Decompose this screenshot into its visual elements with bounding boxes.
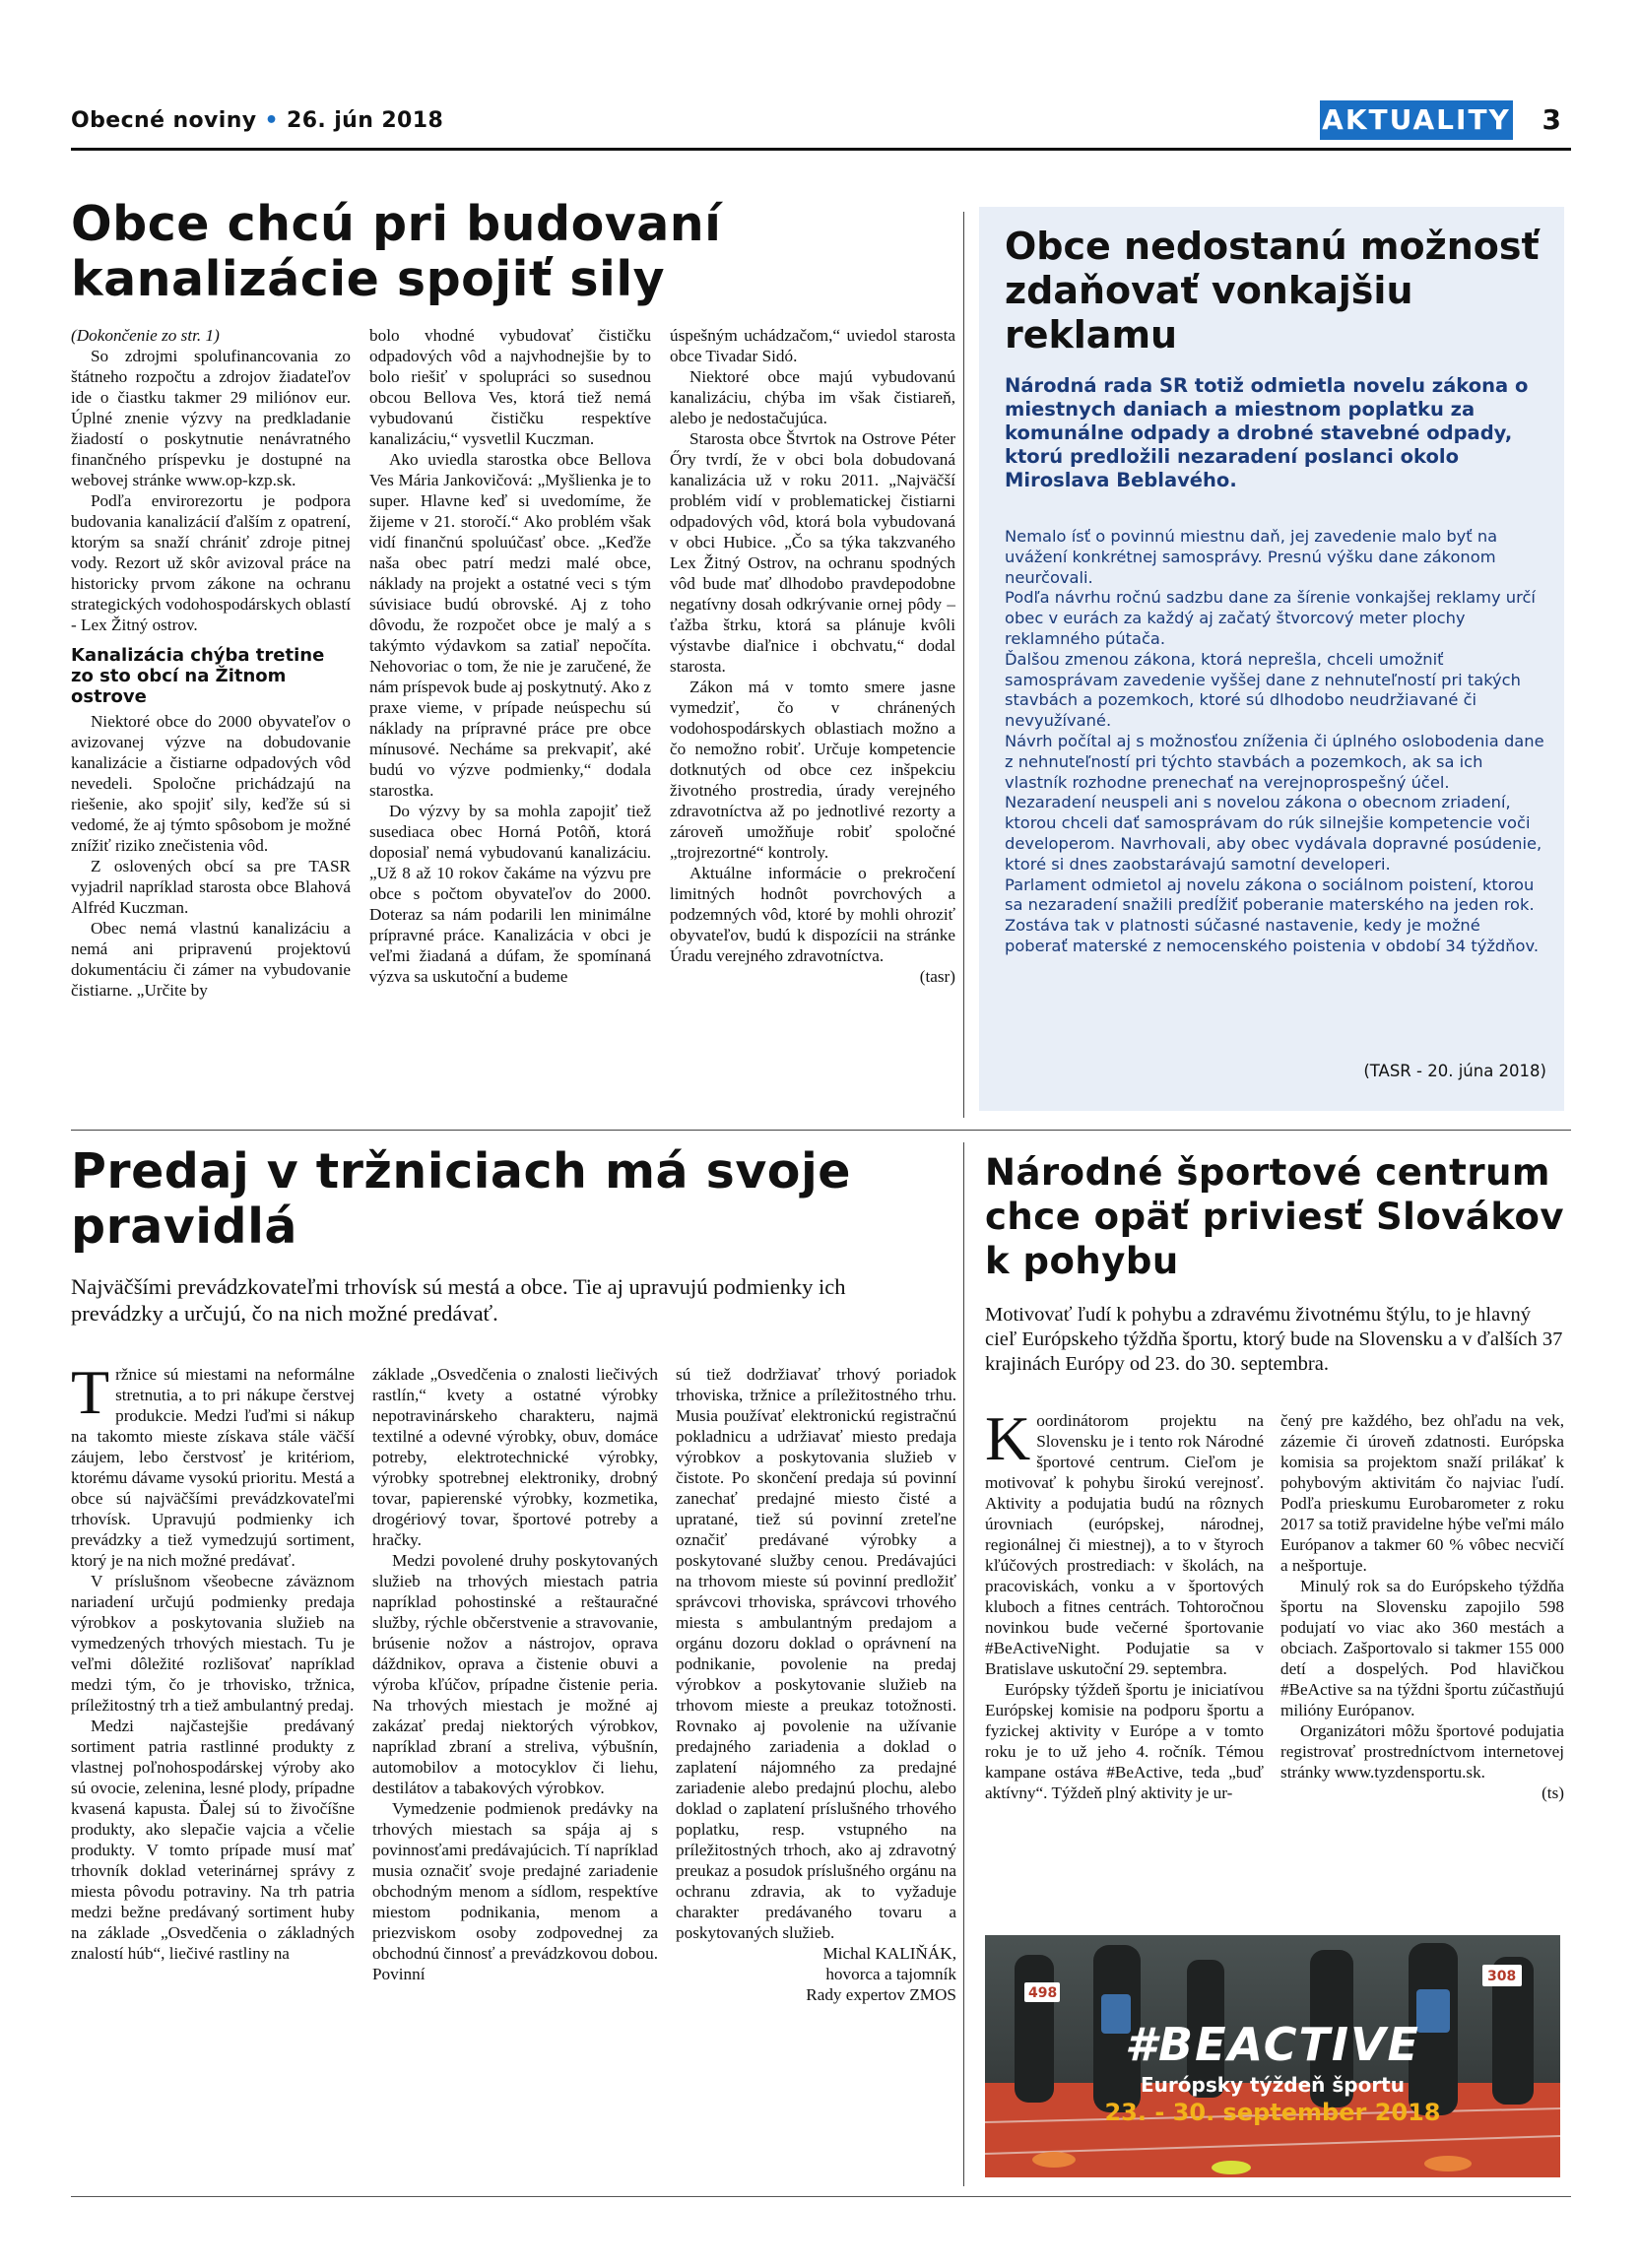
paragraph: základe „Osvedčenia o znalosti liečivých rastlín,“ kvety a ostatné výrobky nepotravinárskeho charakteru, najmä textilné a odevné výrobky, obuv, domáce potreby, elektrotechnické výrobky, výrobky spotrebnej elektroniky, drobný tovar, papierenské výrobky, kozmetika, drogériový tovar, športové potreby a hračky. — [372, 1365, 658, 1549]
sidebar-body — [1005, 527, 1546, 957]
section-divider — [71, 1130, 1571, 1131]
masthead — [71, 108, 443, 133]
article2-column-3 — [676, 1364, 956, 2005]
paragraph: Parlament odmietol aj novelu zákona o sociálnom poistení, ktorou sa nezaradení snažili predĺžiť poberanie materského na jeden rok. Zostáva tak v platnosti súčasné nastavenie, kedy je možné poberať materské z nemocenského poistenia v období 34 týždňov. — [1005, 875, 1540, 955]
paragraph: Podľa návrhu ročnú sadzbu dane za šírenie vonkajšej reklamy určí obec v eurách za každý aj začatý štvorcový meter plochy reklamného pútača. — [1005, 588, 1536, 648]
paragraph — [985, 1403, 1264, 1679]
author-role: hovorca a tajomník — [825, 1965, 956, 1983]
paragraph: So zdrojmi spolufinancovania zo štátneho rozpočtu a zdrojov žiadateľov ide o čiastku takmer 29 miliónov eur. Úplné znenie výzvy na predkladanie žiadostí o poskytnutie nenávratného finančného príspevku je dostupné na webovej stránke www.op-kzp.sk. — [71, 347, 351, 489]
page-number: 3 — [1542, 103, 1561, 136]
paragraph: Do výzvy by sa mohla zapojiť tiež susediaca obec Horná Potôň, ktorá doposiaľ nemá vybudovanú kanalizáciu. „Už 8 až 10 rokov čakáme na výzvu pre obce s počtom obyvateľov do 2000. Doteraz sa nám podarili len minimálne prípravné práce. Kanalizácia v obci je veľmi žiadaná a dúfam, že spomínaná výzva sa uskutoční a budeme — [369, 802, 651, 986]
article3-standfirst: Motivovať ľudí k pohybu a zdravému životnému štýlu, to je hlavný cieľ Európskeho týždňa športu, ktorý bude na Slovensku a v ďalších 37 krajinách Európy od 23. do 30. septembra. — [985, 1304, 1563, 1375]
sidebar-source: (TASR - 20. júna 2018) — [1363, 1062, 1546, 1080]
author-org: Rady expertov ZMOS — [806, 1985, 956, 2004]
column-divider — [963, 1142, 964, 2186]
sidebar-lead: Národná rada SR totiž odmietla novelu zákona o miestnych daniach a miestnom poplatku za komunálne odpady a drobné stavebné odpady, ktorú predložili nezaradení poslanci okolo Miroslava Beblavého. — [1005, 374, 1529, 491]
article1-column-3 — [670, 325, 955, 987]
paragraph: úspešným uchádzačom,“ uviedol starosta obce Tivadar Sidó. — [670, 326, 955, 365]
paragraph — [71, 1357, 355, 1571]
paragraph: Medzi povolené druhy poskytovaných služieb na trhových miestach patria napríklad pohostinské a reštauračné služby, rýchle občerstvenie a stravovanie, brúsenie nožov a nástrojov, oprava dáždnikov, oprava a čistenie obuvi a výroba kľúčov, prípadne čistenie peria. Na trhových miestach je možné aj zakázať predaj niektorých výrobkov, napríklad zbraní a streliva, výbušnín, automobilov a motocyklov či liehu, destilátov a tabakových výrobkov. — [372, 1551, 658, 1797]
article3-column-2 — [1280, 1410, 1564, 1803]
photo-hashtag: #BEACTIVE — [1125, 2018, 1420, 2071]
article3-column-1 — [985, 1403, 1264, 1803]
svg-text:308: 308 — [1487, 1969, 1517, 1984]
paragraph: Zákon má v tomto smere jasne vymedziť, čo v chránených vodohospodárskych oblastiach možno a čo nemožno robiť. Určuje kompetencie dotknutých od obce cez inšpekciu životného prostredia, úrady verejného zdravotníctva až po jednotlivé rezorty a zároveň umožňuje robiť spoločné „trojrezortné“ kontroly. — [670, 678, 955, 862]
article3-title: Národné športové centrum chce opäť priviesť Slovákov k pohybu — [985, 1151, 1565, 1282]
paragraph: Starosta obce Štvrtok na Ostrove Péter Őry tvrdí, že v obci bola dobudovaná kanalizácia už v roku 2011. „Najväčší problém vidí v problematickej čistiarni odpadových vôd, ktorá bola vybudovaná v obci Hubice. „Čo sa týka takzvaného Lex Žitný Ostrov, na ochranu spodných vôd bude mať dlhodobo pravdepodobne negatívny dosah odkrývanie ornej pôdy – ťažba štrku, ktorá sa plánuje kvôli výstavbe diaľnice i obchvatu,“ dodal starosta. — [670, 429, 955, 676]
paragraph: čený pre každého, bez ohľadu na vek, zázemie či úroveň zdatnosti. Európska komisia sa projektom snaží prilákať k pohybovým aktivitám čo najviac ľudí. Podľa prieskumu Eurobarometer z roku 2017 sa totiž pravidelne hýbe veľmi málo Európanov a takmer 60 % vôbec necvičí a nešportuje. — [1280, 1411, 1564, 1575]
page-header — [71, 98, 1571, 152]
article1-signature: (tasr) — [919, 967, 955, 986]
paragraph: Niektoré obce do 2000 obyvateľov o avizovanej výzve na dobudovanie kanalizácie a čistiarne odpadových vôd nevedeli. Spoločne prichádzajú na riešenie, ako spojiť sily, keďže sú si vedomé, že aj týmto spôsobom je možné znížiť riziko znečistenia vôd. — [71, 712, 351, 855]
paper-name: Obecné noviny — [71, 108, 257, 133]
paragraph: Ako uviedla starostka obce Bellova Ves Mária Jankovičová: „Myšlienka je to super. Hlavne keď si uvedomíme, že žijeme v 21. storočí.“ Ako problém však vidí finančnú spoluúčasť obce. „Keďže naša obec patrí medzi malé obce, náklady na projekt a ostatné veci s tým súvisiace budú obrovské. Aj z toho dôvodu, že rozpočet obce je malý a s takýmto výdavkom sa zatiaľ nepočíta. Nehovoriac o tom, že nie je zaručené, že nám príspevok bude aj poskytnutý. Ako z praxe vieme, v prípade neúspechu sú náklady na prípravné práce pre obce mínusové. Necháme sa prekvapiť, aké budú vo výzve podmienky,“ dodala starostka. — [369, 450, 651, 800]
header-rule — [71, 148, 1571, 151]
paragraph: V príslušnom všeobecne záväznom nariadení určujú podmienky predaja výrobkov a poskytovania služieb na vymedzených trhových miestach. Tu je veľmi dôležité rozlišovať napríklad medzi tým, čo je trhovisko, tržnica, príležitostný trh a tiež ambulantný predaj. — [71, 1572, 355, 1715]
separator-dot: • — [264, 108, 279, 133]
paragraph-text: oordinátorom projektu na Slovensku je i tento rok Národné športové centrum. Cieľom je motivovať k pohybu širokú verejnosť. Aktivity a podujatia budú na rôznych úrovniach (európskej, národnej, regionálnej či miestnej), a to v štyroch kľúčových prostrediach: v školách, na pracoviskách, vonku a v športových kluboch a fitnes centrách. Tohtoročnou novinkou bude večerné športovanie #BeActiveNight. Podujatie sa v Bratislave uskutoční 29. septembra. — [985, 1411, 1264, 1678]
paragraph: Medzi najčastejšie predávaný sortiment patria rastlinné produkty z vlastnej poľnohospodárskej výroby ako sú ovocie, zelenina, lesné plody, prípadne kvasená kapusta. Ďalej sú to živočíšne produkty, ako slepačie vajcia a včelie produkty. V tomto prípade musí mať trhovník doklad veterinárnej správy z miesta pôvodu potraviny. Na trh patria medzi bežne predávaný sortiment huby na základe „Osvedčenia o základných znalostí húb“, liečivé rastliny na — [71, 1717, 355, 1963]
paragraph: Niektoré obce majú vybudovanú kanalizáciu, chýba im však čistiareň, alebo je nedostačujúca. — [670, 367, 955, 427]
paragraph: Z oslovených obcí sa pre TASR vyjadril napríklad starosta obce Blahová Alfréd Kuczman. — [71, 857, 351, 917]
paragraph: Obec nemá vlastnú kanalizáciu a nemá ani pripravenú projektovú dokumentáciu či zámer na vybudovanie čistiarne. „Určite by — [71, 919, 351, 1000]
paragraph: sú tiež dodržiavať trhový poriadok trhoviska, tržnice a príležitostného trhu. Musia používať elektronickú registračnú pokladnicu a udržiavať miesto predaja výrobkov a poskytovania služieb v čistote. Po skončení predaja sú povinní zanechať predajné miesto čisté a upratané, tiež sú povinní zreteľne označiť predávané výrobky a poskytované služby cenou. Predávajúci na trhovom mieste sú povinní predložiť správcovi trhoviska, správcovi trhového miesta s ambulantným predajom a orgánu dozoru doklad o oprávnení na podnikanie, povolenie na predaj výrobkov a poskytovanie služieb na trhovom mieste a preukaz totožnosti. Rovnako aj povolenie na užívanie predajného zariadenia a doklad o zaplatení nájomného za predajné zariadenie alebo predajnú plochu, alebo doklad o zaplatení príslušného trhového poplatku, resp. vstupného na príležitostných trhoch, ako aj zdravotný preukaz a posudok príslušného orgánu na ochranu zdravia, ak to vyžaduje charakter predávaného tovaru a poskytovaných služieb. — [676, 1365, 956, 1942]
paragraph: Nemalo ísť o povinnú miestnu daň, jej zavedenie malo byť na uvážení konkrétnej samosprávy. Presnú výšku dane zákonom neurčovali. — [1005, 527, 1498, 587]
paragraph: bolo vhodné vybudovať čističku odpadových vôd a najvhodnejšie by to bolo riešiť v spolupráci so susednou obcou Bellova Ves, ktorá tiež nemá vybudovanú čističku respektíve kanalizáciu,“ vysvetlil Kuczman. — [369, 326, 651, 448]
article2-column-2 — [372, 1364, 658, 1984]
article1-column-2 — [369, 325, 651, 987]
article1-column-1 — [71, 325, 351, 1001]
sidebar-title: Obce nedostanú možnosť zdaňovať vonkajšiu reklamu — [1005, 225, 1540, 356]
photo-dates: 23. - 30. september 2018 — [1104, 2099, 1441, 2126]
article3-signature: (ts) — [1542, 1783, 1564, 1802]
article2-standfirst: Najväčšími prevádzkovateľmi trhovísk sú mestá a obce. Tie aj upravujú podmienky ich prevádzky a určujú, čo na nich možné predávať. — [71, 1274, 846, 1326]
section-tag: AKTUALITY — [1320, 100, 1513, 140]
author-name: Michal KALIŇÁK, — [822, 1944, 956, 1963]
photo-subtitle: Európsky týždeň športu — [1141, 2073, 1405, 2097]
paragraph: Európsky týždeň športu je iniciatívou Európskej komisie na podporu športu a fyzickej aktivity v Európe a v tomto roku je to už jeho 4. ročník. Témou kampane ostáva #BeActive, teda „buď aktívny“. Týždeň plný aktivity je ur- — [985, 1680, 1264, 1802]
column-divider — [963, 212, 964, 1118]
article1-title: Obce chcú pri budovaní kanalizácie spojiť sily — [71, 196, 722, 307]
paragraph: Nezaradení neuspeli ani s novelou zákona o obecnom zriadení, ktorou chceli dať samosprávam do rúk silnejšie kompetencie voči developerom. Navrhovali, aby obec vydávala dopravné posúdenie, ktoré si dnes zaobstarávajú samotní developeri. — [1005, 793, 1542, 874]
paragraph: Organizátori môžu športové podujatia registrovať prostredníctvom internetovej stránky www.tyzdensportu.sk. — [1280, 1721, 1564, 1782]
paragraph: Vymedzenie podmienok predávky na trhových miestach sa spája aj s povinnosťami predávajúcich. Tí napríklad musia označiť svoje predajné zariadenie obchodným menom a sídlom, respektíve miestom podnikania, menom a priezviskom osoby zodpovednej za obchodnú činnosť a prevádzkovou dobou. Povinní — [372, 1799, 658, 1983]
paragraph: Minulý rok sa do Európskeho týždňa športu na Slovensku zapojilo 598 podujatí vo viac ako 360 mestách a obciach. Zašportovalo si takmer 155 000 detí a dospelých. Pod hlavičkou #BeActive sa na týždni športu zúčastňujú milióny Európanov. — [1280, 1577, 1564, 1719]
article1-subhead: Kanalizácia chýba tretine zo sto obcí na Žitnom ostrove — [71, 645, 325, 707]
article2-column-1 — [71, 1357, 355, 1964]
dropcap: T — [71, 1357, 110, 1427]
article2-title: Predaj v tržniciach má svoje pravidlá — [71, 1143, 851, 1255]
paragraph: Návrh počítal aj s možnosťou zníženia či úplného oslobodenia dane z nehnuteľností pri týchto stavbách a pozemkoch, ak sa ich vlastník rozhodne prenechať na verejnoprospešný účel. — [1005, 731, 1544, 792]
issue-date: 26. jún 2018 — [286, 108, 444, 133]
sidebar-box — [979, 207, 1564, 1111]
beactive-photo — [985, 1935, 1560, 2177]
svg-text:498: 498 — [1028, 1985, 1058, 2001]
paragraph: Podľa envirorezortu je podpora budovania kanalizácií ďalším z opatrení, ktorým sa snaží chrániť zdroje pitnej vody. Rezort už skôr avizoval práce na historicky prvom zákone na ochranu strategických vodohospodárskych oblastí - Lex Žitný ostrov. — [71, 491, 351, 634]
continuation-note: (Dokončenie zo str. 1) — [71, 326, 220, 345]
paragraph: Ďalšou zmenou zákona, ktorá neprešla, chceli umožniť samosprávam zavedenie vyššej dane z nehnuteľností pri takých stavbách a pozemkoch, ktoré sú dlhodobo neudržiavané či nevyužívané. — [1005, 649, 1521, 731]
paragraph-text: ržnice sú miestami na neformálne stretnutia, a to pri nákupe čerstvej produkcie. Medzi ľuďmi si nákup na takomto mieste získava stále väčší záujem, lebo čerstvosť je kritériom, ktorému dávame vysokú prioritu. Mestá a obce sú najväčšími prevádzkovateľmi trhovísk. Upravujú podmienky ich prevádzky a tiež vymedzujú sortiment, ktorý je na nich možné predávať. — [71, 1365, 355, 1570]
bottom-rule — [71, 2196, 1571, 2197]
paragraph: Aktuálne informácie o prekročení limitných hodnôt povrchových a podzemných vôd, ktoré by mohli ohroziť obyvateľov, budú k dispozícii na stránke Úradu verejného zdravotníctva. — [670, 864, 955, 965]
dropcap: K — [985, 1403, 1031, 1473]
